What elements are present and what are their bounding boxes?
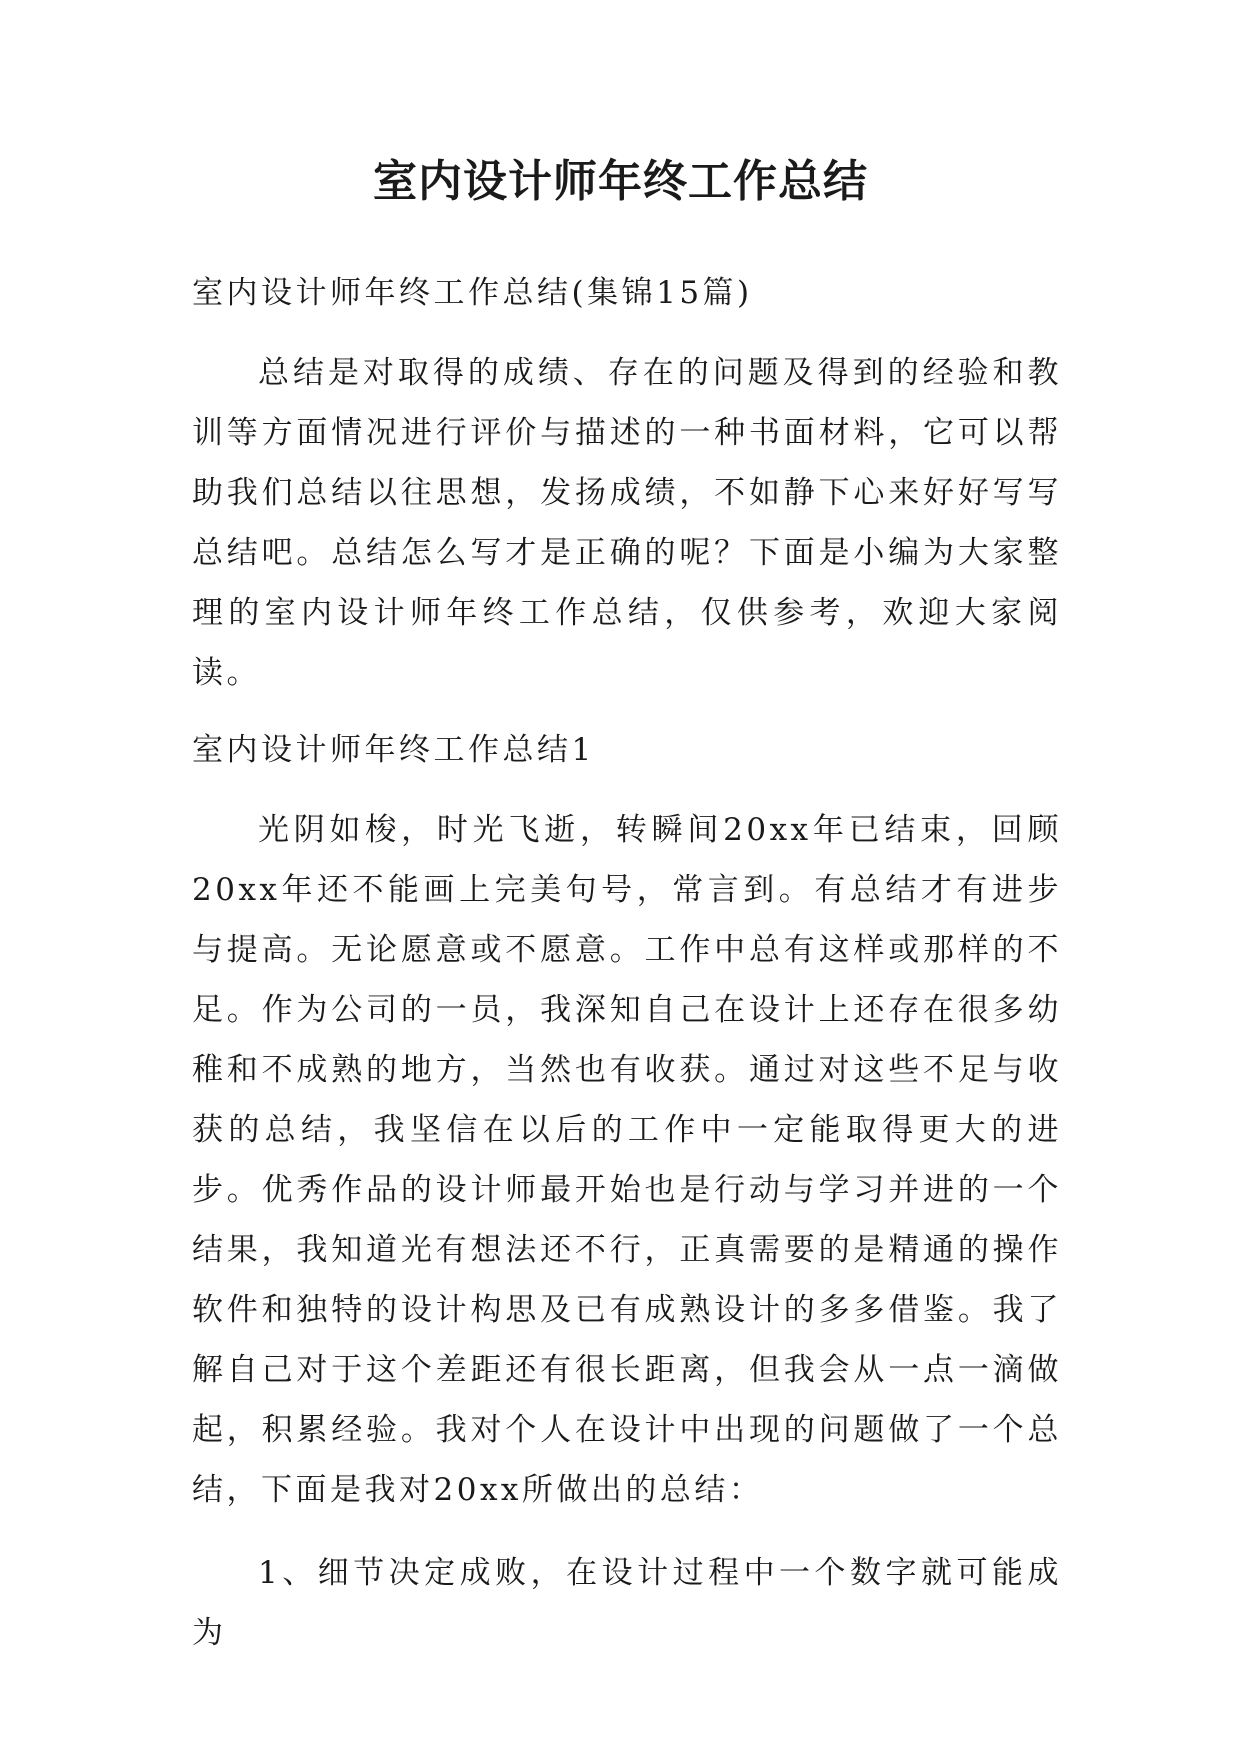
section-paragraph: 光阴如梭，时光飞逝，转瞬间20xx年已结束，回顾20xx年还不能画上完美句号，常言到。有总结才有进步与提高。无论愿意或不愿意。工作中总有这样或那样的不足。作为公司的一员，我深知自己在设计上还存在很多幼稚和不成熟的地方，当然也有收获。通过对这些不足与收获的总结，我坚信在以后的工作中一定能取得更大的进步。优秀作品的设计师最开始也是行动与学习并进的一个结果，我知道光有想法还不行，正真需要的是精通的操作软件和独特的设计构思及已有成熟设计的多多借鉴。我了解自己对于这个差距还有很长距离，但我会从一点一滴做起，积累经验。我对个人在设计中出现的问题做了一个总结，下面是我对20xx所做出的总结： (192, 812, 1062, 1508)
list-item: 1、细节决定成败，在设计过程中一个数字就可能成为 (192, 1555, 1062, 1651)
document-subtitle: 室内设计师年终工作总结(集锦15篇) (192, 275, 753, 311)
document-title: 室内设计师年终工作总结 (373, 156, 868, 207)
intro-paragraph: 总结是对取得的成绩、存在的问题及得到的经验和教训等方面情况进行评价与描述的一种书面材料，它可以帮助我们总结以往思想，发扬成绩，不如静下心来好好写写总结吧。总结怎么写才是正确的呢？下面是小编为大家整理的室内设计师年终工作总结，仅供参考，欢迎大家阅读。 (192, 355, 1062, 691)
section-heading: 室内设计师年终工作总结1 (192, 732, 595, 768)
